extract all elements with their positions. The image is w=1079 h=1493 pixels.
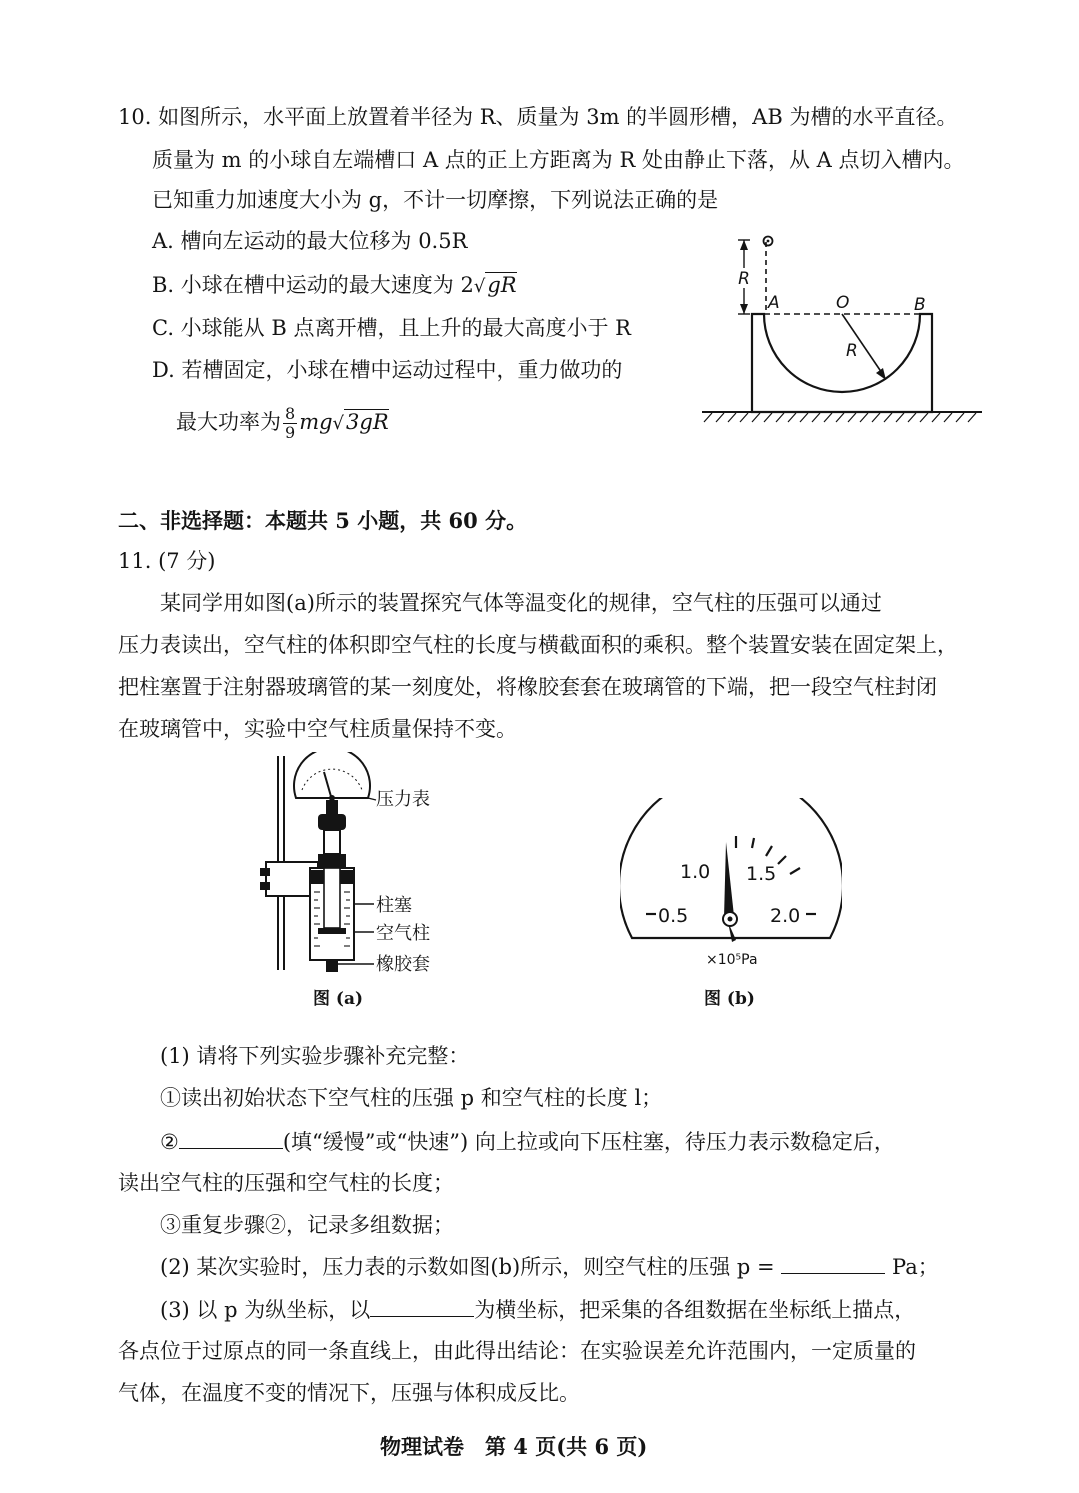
q10-option-d-fraction: $\frac{8}{9}$ bbox=[285, 404, 296, 442]
fig-b-gauge-dial bbox=[620, 798, 842, 976]
q11-part2 bbox=[160, 1253, 939, 1280]
q11-part3-blank bbox=[370, 1296, 474, 1317]
q10-option-b: B. 小球在槽中运动的最大速度为 2√gR bbox=[152, 273, 517, 297]
label-o: O bbox=[836, 293, 850, 313]
label-pressure-gauge: 压力表 bbox=[376, 789, 430, 810]
fig-a-caption: 图 (a) bbox=[313, 989, 364, 1009]
fig-a-gauge bbox=[294, 752, 370, 798]
q11-step2-prefix: ② bbox=[160, 1130, 179, 1154]
label-rubber-cap: 橡胶套 bbox=[376, 954, 430, 975]
q11-part3-line2: 各点位于过原点的同一条直线上，由此得出结论：在实验误差允许范围内，一定质量的 bbox=[118, 1339, 916, 1363]
q11-para-line4: 在玻璃管中，实验中空气柱质量保持不变。 bbox=[118, 717, 517, 741]
q11-step2-line2: 读出空气柱的压强和空气柱的长度； bbox=[118, 1171, 454, 1195]
q11-part1-title: (1) 请将下列实验步骤补充完整： bbox=[160, 1044, 470, 1068]
label-r-radius: R bbox=[846, 341, 858, 361]
tick-label-0-5: 0.5 bbox=[658, 905, 689, 927]
label-air-column: 空气柱 bbox=[376, 923, 430, 944]
q11-step1: ①读出初始状态下空气柱的压强 p 和空气柱的长度 l； bbox=[160, 1086, 663, 1110]
q11-part2-blank bbox=[781, 1253, 885, 1274]
q10-option-d-mg: mg bbox=[299, 410, 333, 434]
tick-label-2-0: 2.0 bbox=[770, 905, 801, 927]
q11-para-line1: 某同学用如图(a)所示的装置探究气体等温变化的规律，空气柱的压强可以通过 bbox=[160, 591, 882, 615]
q11-step2-suffix: (填“缓慢”或“快速”) 向上拉或向下压柱塞，待压力表示数稳定后， bbox=[282, 1130, 895, 1154]
q11-step3: ③重复步骤②，记录多组数据； bbox=[160, 1213, 454, 1237]
q10-stem-line3: 已知重力加速度大小为 g，不计一切摩擦，下列说法正确的是 bbox=[152, 188, 719, 212]
q11-part2-unit: Pa； bbox=[892, 1255, 939, 1279]
q10-option-d-prefix: 最大功率为 bbox=[176, 410, 281, 434]
label-a: A bbox=[768, 293, 780, 313]
q10-option-d-root: 3gR bbox=[346, 410, 389, 434]
trough-block bbox=[752, 314, 932, 412]
label-r-vertical: R bbox=[738, 269, 750, 289]
q10-stem-line1: 10. 如图所示，水平面上放置着半径为 R、质量为 3m 的半圆形槽，AB 为槽的水平直径。 bbox=[118, 105, 958, 129]
q11-part3-prefix: (3) 以 p 为纵坐标，以 bbox=[160, 1298, 371, 1322]
ground-hatching bbox=[704, 413, 976, 422]
rubber-cap bbox=[326, 960, 338, 972]
plunger bbox=[324, 868, 340, 928]
q11-para-line2: 压力表读出，空气柱的体积即空气柱的长度与横截面积的乘积。整个装置安装在固定架上， bbox=[118, 633, 958, 657]
q11-part3 bbox=[160, 1296, 915, 1323]
q11-part3-suffix: 为横坐标，把采集的各组数据在坐标纸上描点， bbox=[474, 1298, 916, 1322]
q10-stem-line2: 质量为 m 的小球自左端槽口 A 点的正上方距离为 R 处由静止下落，从 A 点切入槽内。 bbox=[152, 148, 965, 172]
q11-step2 bbox=[160, 1128, 895, 1155]
q10-option-a: A. 槽向左运动的最大位移为 0.5R bbox=[152, 229, 468, 253]
label-b: B bbox=[914, 295, 926, 315]
q11-step2-blank bbox=[179, 1128, 283, 1149]
q11-number: 11. (7 分) bbox=[118, 549, 216, 573]
q10-option-b-root: gR bbox=[487, 273, 517, 297]
section2-heading: 二、非选择题：本题共 5 小题，共 60 分。 bbox=[118, 508, 528, 533]
q10-semicircle-trough-figure bbox=[700, 230, 990, 430]
q11-part2-prefix: (2) 某次实验时，压力表的示数如图(b)所示，则空气柱的压强 p = bbox=[160, 1255, 775, 1279]
q10-option-c: C. 小球能从 B 点离开槽，且上升的最大高度小于 R bbox=[152, 316, 631, 340]
tick-label-1-5: 1.5 bbox=[746, 863, 777, 885]
connector bbox=[318, 814, 346, 830]
q10-option-b-prefix: B. 小球在槽中运动的最大速度为 2 bbox=[152, 273, 474, 297]
q10-option-d-line2: 最大功率为 $\frac{8}{9}$ mg√3gR bbox=[176, 404, 389, 442]
page-footer: 物理试卷 第 4 页(共 6 页) bbox=[380, 1434, 648, 1459]
fig-b-caption: 图 (b) bbox=[704, 989, 755, 1009]
q10-option-d-line1: D. 若槽固定，小球在槽中运动过程中，重力做功的 bbox=[152, 358, 623, 382]
tick-label-1-0: 1.0 bbox=[680, 861, 711, 883]
gauge-unit: ×10⁵Pa bbox=[706, 952, 758, 968]
label-plunger: 柱塞 bbox=[376, 895, 412, 916]
q11-part3-line3: 气体，在温度不变的情况下，压强与体积成反比。 bbox=[118, 1381, 580, 1405]
q11-para-line3: 把柱塞置于注射器玻璃管的某一刻度处，将橡胶套套在玻璃管的下端，把一段空气柱封闭 bbox=[118, 675, 937, 699]
